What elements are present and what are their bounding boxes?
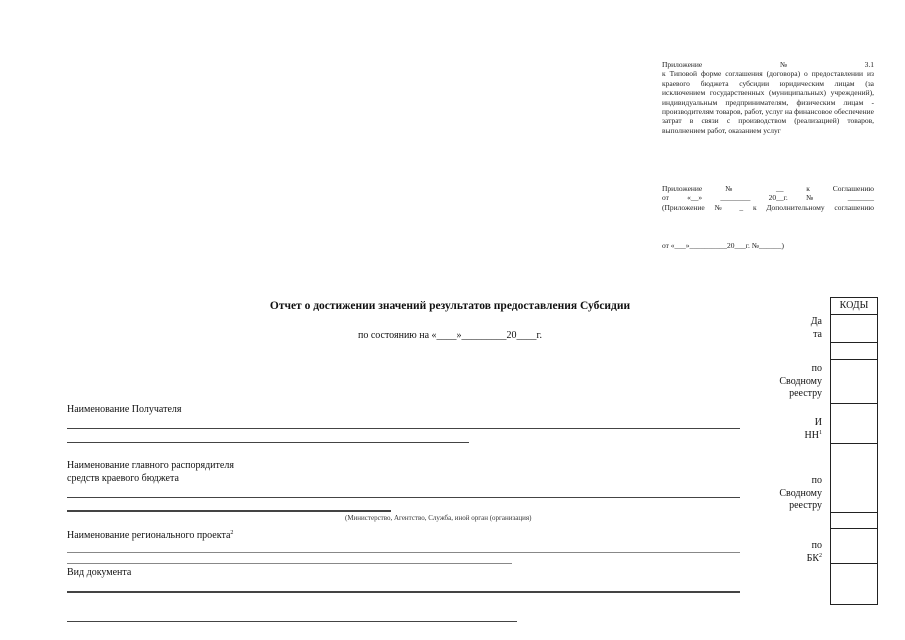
code-label-bk-2-text: БК xyxy=(806,552,819,564)
project-line-2 xyxy=(67,563,512,564)
code-label-inn-2 xyxy=(805,430,822,443)
doc-type-label: Вид документа xyxy=(67,567,132,578)
code-label-inn xyxy=(805,417,822,442)
recipient-line-1 xyxy=(67,428,740,429)
doc-type-line-2 xyxy=(67,621,517,622)
appendix-text: к Типовой форме соглашения (договора) о предоставлении из краевого бюджета субсидии юридическим лицам (за исключением государственных (муниципальных) учреждений), индивидуальным предпринимателям, физическим лицам - производителям товаров, работ, услуг на финансовое обеспечение затрат в связи с производством (реализацией) товаров, выполнением работ, оказанием услуг xyxy=(662,69,874,135)
appendix-header-left: Приложение xyxy=(662,60,703,69)
bk-footnote: 2 xyxy=(819,552,822,559)
code-label-inn-1: И xyxy=(814,417,822,428)
appendix-header-mid: № xyxy=(779,60,788,69)
codes-row-divider xyxy=(830,512,878,513)
distributor-hint: (Министерство, Агентство, Служба, иной орган (организация) xyxy=(345,514,532,522)
appendix-note xyxy=(662,60,874,135)
appendix-header-right: 3.1 xyxy=(864,60,874,69)
codes-row-divider xyxy=(830,563,878,564)
project-label-text: Наименование регионального проекта xyxy=(67,530,231,541)
report-title: Отчет о достижении значений результатов предоставления Субсидии xyxy=(269,300,631,312)
code-label-registry-2-a: по xyxy=(811,475,822,486)
project-line-1 xyxy=(67,552,740,553)
doc-type-line-1 xyxy=(67,591,740,593)
code-label-registry-1-a: по xyxy=(811,363,822,374)
appendix-header xyxy=(662,60,874,69)
agreement-line-3: (Приложение № _ к Дополнительному соглашению xyxy=(662,202,874,212)
code-label-date-1: Да xyxy=(810,316,822,327)
codes-row-divider xyxy=(830,342,878,343)
code-label-date-2: та xyxy=(813,328,822,340)
agreement-line-2: от «__» ________ 20__г. № _______ xyxy=(662,193,874,203)
code-label-registry-1-c: реестру xyxy=(789,388,822,399)
recipient-label: Наименование Получателя xyxy=(67,404,182,415)
distributor-line-2 xyxy=(67,510,391,512)
agreement-line-1: Приложение № __ к Соглашению xyxy=(662,184,874,193)
agreement-line-4: от «___»__________20___г. №______) xyxy=(662,241,784,250)
distributor-label-1: Наименование главного распорядителя xyxy=(67,460,234,471)
inn-footnote: 1 xyxy=(819,429,822,436)
distributor-line-1 xyxy=(67,497,740,498)
code-label-registry-2 xyxy=(779,475,822,513)
code-label-registry-2-c: реестру xyxy=(789,500,822,511)
code-label-registry-1-b: Сводному xyxy=(779,375,822,387)
agreement-note xyxy=(662,184,874,212)
codes-table xyxy=(830,297,878,605)
code-label-registry-2-b: Сводному xyxy=(779,487,822,499)
code-label-inn-2-text: НН xyxy=(804,429,819,441)
project-label xyxy=(67,530,233,542)
code-label-registry-1 xyxy=(779,363,822,401)
codes-row-divider xyxy=(830,443,878,444)
codes-row-divider xyxy=(830,403,878,404)
code-label-date xyxy=(811,316,822,341)
codes-row-divider xyxy=(830,359,878,360)
recipient-line-2 xyxy=(67,442,469,443)
codes-row-divider xyxy=(830,528,878,529)
report-date: по состоянию на «____»_________20____г. xyxy=(357,330,543,341)
codes-row-divider xyxy=(830,314,878,315)
project-footnote: 2 xyxy=(230,530,234,536)
code-label-bk-2 xyxy=(807,553,822,566)
codes-header: КОДЫ xyxy=(839,300,869,311)
distributor-label-2: средств краевого бюджета xyxy=(67,473,179,484)
code-label-bk xyxy=(807,540,822,565)
code-label-bk-1: по xyxy=(811,540,822,551)
